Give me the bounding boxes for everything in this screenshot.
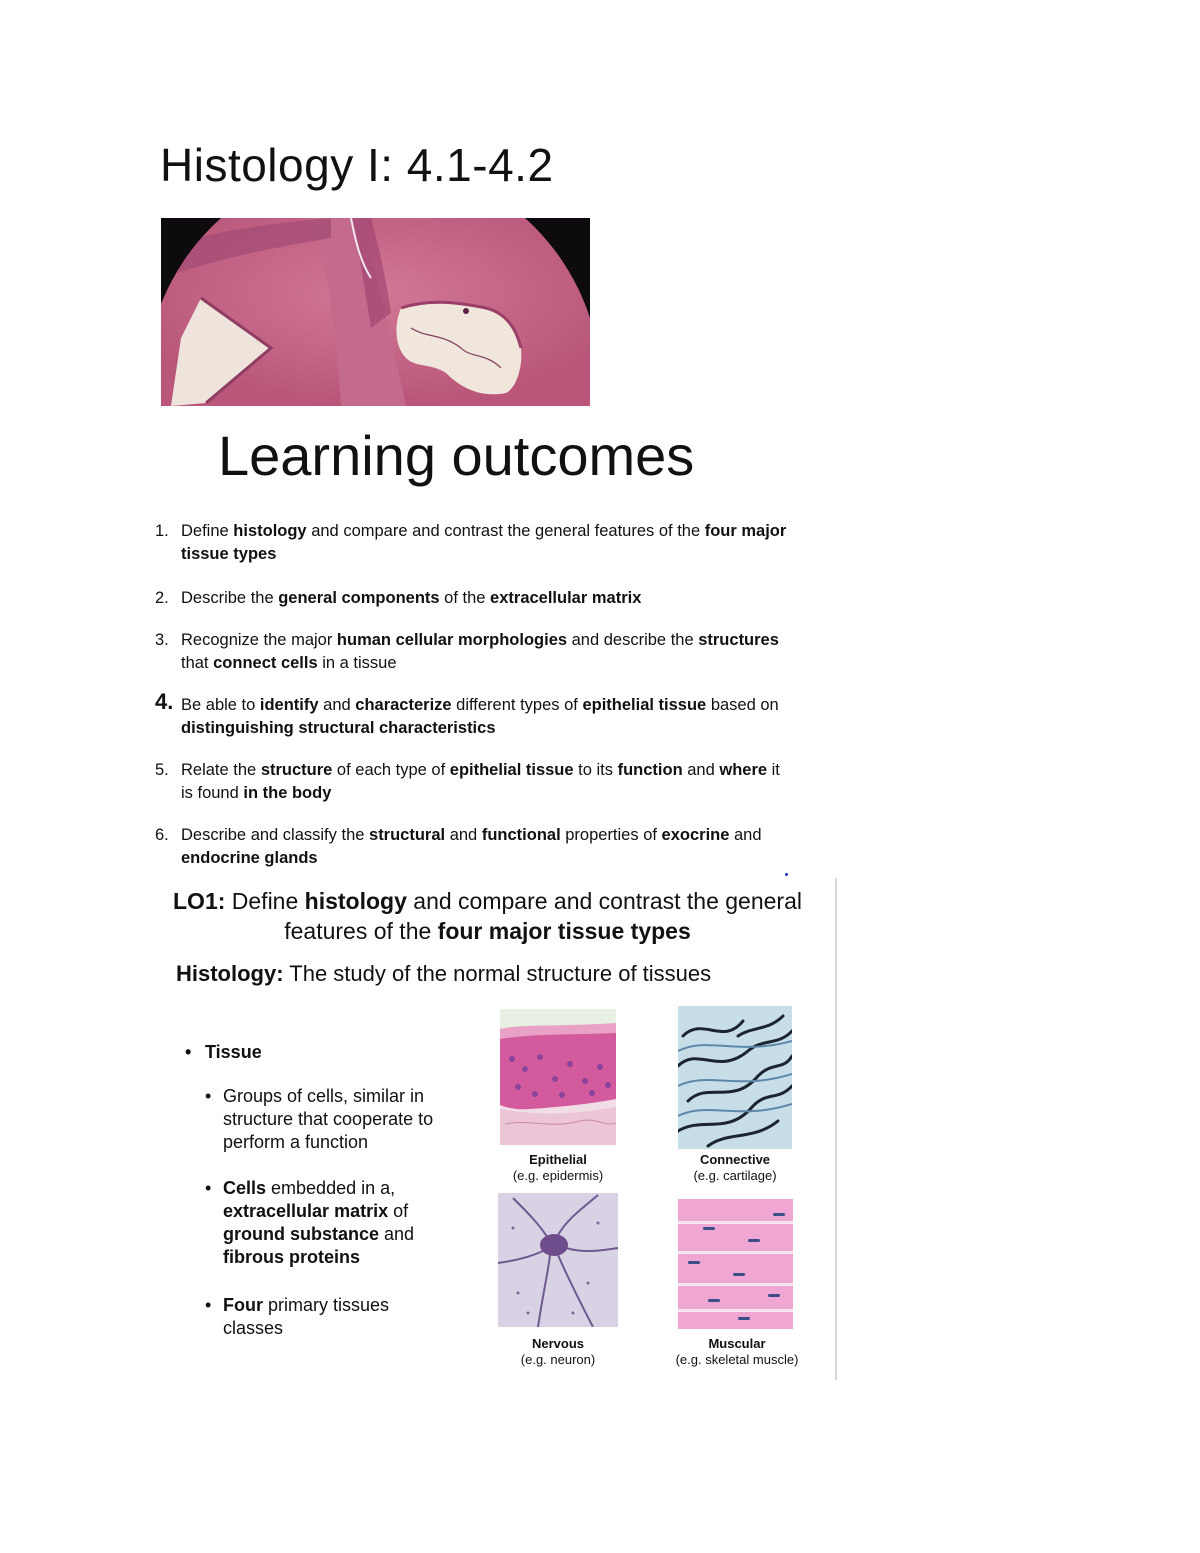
panel-example: (e.g. epidermis) [512,1168,604,1183]
epithelial-caption [488,1152,628,1184]
panel-name: Nervous [531,1336,585,1351]
outcome-number: 3. [155,631,169,649]
nervous-caption [488,1336,628,1368]
bullet-marker: • [205,1086,212,1106]
micrograph-illustration [161,218,590,406]
panel-example: (e.g. skeletal muscle) [675,1352,799,1367]
slide-title: LO1: Define histology and compare and contrast the general features of the four major tissue types [173,888,802,944]
bullet-marker: • [185,1042,192,1062]
document-title: Histology I: 4.1-4.2 [160,139,554,191]
histology-micrograph-image [161,218,590,406]
histology-definition [176,961,711,987]
outcome-text: Be able to identify and characterize different types of epithelial tissue based on distinguishing structural characteristics [181,696,779,737]
bullet-groups [205,1085,468,1154]
learning-outcomes-heading: Learning outcomes [218,424,695,487]
outcome-text: Describe and classify the structural and functional properties of exocrine and endocrine glands [181,826,762,867]
connective-caption [665,1152,805,1184]
bullet-four-text: Four primary tissues classes [223,1295,390,1338]
definition-text: The study of the normal structure of tissues [283,961,712,986]
bullet-four [205,1294,423,1340]
outcome-text: Relate the structure of each type of epithelial tissue to its function and where it is found in the body [181,761,780,802]
outcome-number: 2. [155,589,169,607]
bullet-marker: • [205,1178,212,1198]
bullet-groups-text: Groups of cells, similar in structure that cooperate to perform a function [223,1086,434,1152]
outcome-number: 6. [155,826,169,844]
bullet-cells-text: Cells embedded in a, extracellular matrix of ground substance and fibrous proteins [223,1178,415,1267]
bullet-tissue [185,1041,262,1064]
definition-term: Histology: [176,961,284,986]
bullet-tissue-text: Tissue [205,1042,262,1062]
bullet-cells [205,1177,463,1269]
outcome-number: 1. [155,522,169,540]
outcome-number: 4. [155,689,174,714]
panel-name: Connective [699,1152,771,1167]
panel-example: (e.g. cartilage) [693,1168,777,1183]
connective-tissue-image [678,1006,792,1149]
stray-mark [785,873,788,876]
epithelial-tissue-image [500,1009,616,1145]
muscular-caption [665,1336,809,1368]
bullet-marker: • [205,1295,212,1315]
outcome-text: Describe the general components of the extracellular matrix [181,589,642,607]
nervous-tissue-image [498,1193,618,1327]
outcome-text: Recognize the major human cellular morphologies and describe the structures that connect cells in a tissue [181,631,779,672]
panel-name: Muscular [708,1336,766,1351]
lo1-slide [140,878,837,1380]
panel-example: (e.g. neuron) [520,1352,596,1367]
muscular-tissue-image [678,1199,793,1329]
outcome-text: Define histology and compare and contrast the general features of the four major tissue types [181,522,787,563]
panel-name: Epithelial [529,1152,587,1167]
outcome-number: 5. [155,761,169,779]
